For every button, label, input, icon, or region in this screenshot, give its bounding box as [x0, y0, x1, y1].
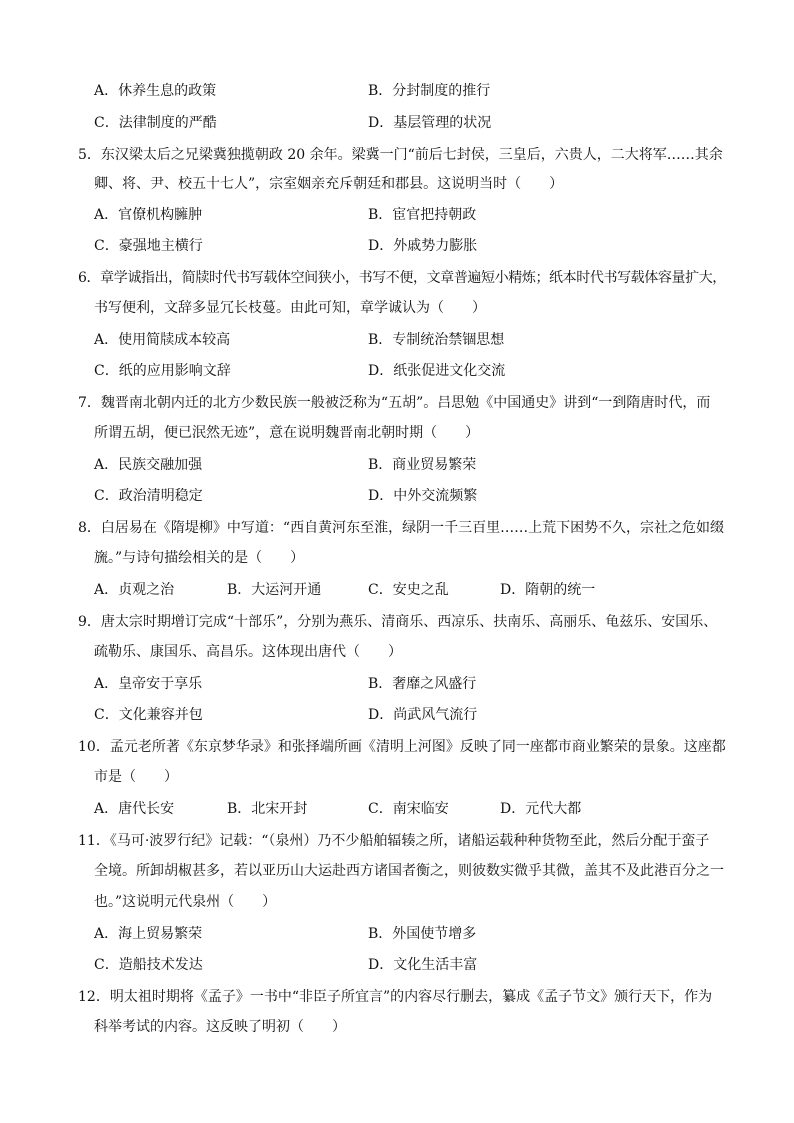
q6-stem-line-1: 6．章学诚指出，简牍时代书写载体空间狭小，书写不便，文章普遍短小精炼；纸本时代书写载体容量扩大， — [78, 270, 726, 286]
q5-option-b: B．宦官把持朝政 — [368, 207, 477, 223]
q4-option-d: D．基层管理的状况 — [368, 115, 492, 131]
q5-option-d: D．外戚势力膨胀 — [368, 238, 478, 254]
q10-option-a: A．唐代长安 — [94, 801, 175, 817]
q5-option-c: C．豪强地主横行 — [94, 238, 203, 254]
q6-option-b: B．专制统治禁锢思想 — [368, 332, 505, 348]
q9-option-d: D．尚武风气流行 — [368, 707, 478, 723]
q9-stem-line-1: 9．唐太宗时期增订完成“十部乐”，分别为燕乐、清商乐、西凉乐、扶南乐、高丽乐、龟兹乐、安国乐、 — [78, 614, 718, 630]
q6-option-a: A．使用简牍成本较高 — [94, 332, 231, 348]
q11-stem-line-1: 11．《马可·波罗行纪》记载：“（泉州）乃不少船舶辐辏之所，诸船运载种种货物至此，然后分配于蛮子 — [78, 833, 710, 849]
q9-option-c: C．文化兼容并包 — [94, 707, 203, 723]
q11-stem-line-2: 全境。所卸胡椒甚多，若以亚历山大运赴西方诸国者衡之，则彼数实微乎其微，盖其不及此港百分之一 — [94, 863, 724, 879]
q10-stem-line-2: 市是（ ） — [94, 769, 178, 785]
q9-stem-line-2: 疏勒乐、康国乐、高昌乐。这体现出唐代（ ） — [94, 644, 402, 660]
q8-option-d: D．隋朝的统一 — [500, 582, 596, 598]
q7-option-c: C．政治清明稳定 — [94, 488, 203, 504]
q11-option-b: B．外国使节增多 — [368, 926, 477, 942]
q6-stem-line-2: 书写便利，文辞多显冗长枝蔓。由此可知，章学诚认为（ ） — [94, 300, 486, 316]
q8-option-b: B．大运河开通 — [227, 582, 322, 598]
q10-option-b: B．北宋开封 — [227, 801, 308, 817]
q6-option-d: D．纸张促进文化交流 — [368, 363, 506, 379]
q5-stem-line-2: 卿、将、尹、校五十七人”，宗室姻亲充斥朝廷和郡县。这说明当时（ ） — [94, 176, 564, 192]
q7-stem-line-2: 所谓五胡，便已泯然无迹”，意在说明魏晋南北朝时期（ ） — [94, 425, 480, 441]
q12-stem-line-2: 科举考试的内容。这反映了明初（ ） — [94, 1019, 346, 1035]
q10-stem-line-1: 10．孟元老所著《东京梦华录》和张择端所画《清明上河图》反映了同一座都市商业繁荣的景象。这座都 — [78, 739, 726, 755]
q10-option-d: D．元代大都 — [500, 801, 582, 817]
q4-option-c: C．法律制度的严酷 — [94, 115, 217, 131]
q7-option-d: D．中外交流频繁 — [368, 488, 478, 504]
q9-option-a: A．皇帝安于享乐 — [94, 676, 203, 692]
q4-option-b: B．分封制度的推行 — [368, 83, 491, 99]
q11-stem-line-3: 也。”这说明元代泉州（ ） — [94, 894, 277, 910]
q7-option-a: A．民族交融加强 — [94, 457, 203, 473]
q6-option-c: C．纸的应用影响文辞 — [94, 363, 231, 379]
q7-option-b: B．商业贸易繁荣 — [368, 457, 477, 473]
q8-stem-line-2: 旒。”与诗句描绘相关的是（ ） — [94, 550, 305, 566]
q10-option-c: C．南宋临安 — [368, 801, 449, 817]
q4-option-a: A．休养生息的政策 — [94, 83, 217, 99]
q5-stem-line-1: 5．东汉梁太后之兄梁冀独揽朝政 20 余年。梁冀一门“前后七封侯，三皇后，六贵人，二大将军……其余 — [78, 147, 723, 163]
q8-option-c: C．安史之乱 — [368, 582, 449, 598]
q8-stem-line-1: 8．白居易在《隋堤柳》中写道：“西自黄河东至淮，绿阴一千三百里……上荒下困势不久，宗社之危如缀 — [78, 520, 725, 536]
q11-option-d: D．文化生活丰富 — [368, 957, 478, 973]
q8-option-a: A．贞观之治 — [94, 582, 175, 598]
q11-option-a: A．海上贸易繁荣 — [94, 926, 203, 942]
q11-option-c: C．造船技术发达 — [94, 957, 203, 973]
q5-option-a: A．官僚机构臃肿 — [94, 207, 203, 223]
q9-option-b: B．奢靡之风盛行 — [368, 676, 477, 692]
q7-stem-line-1: 7．魏晋南北朝内迁的北方少数民族一般被泛称为“五胡”。吕思勉《中国通史》讲到“一到隋唐时代，而 — [78, 395, 711, 411]
q12-stem-line-1: 12．明太祖时期将《孟子》一书中“非臣子所宜言”的内容尽行删去，纂成《孟子节文》颁行天下，作为 — [78, 989, 713, 1005]
